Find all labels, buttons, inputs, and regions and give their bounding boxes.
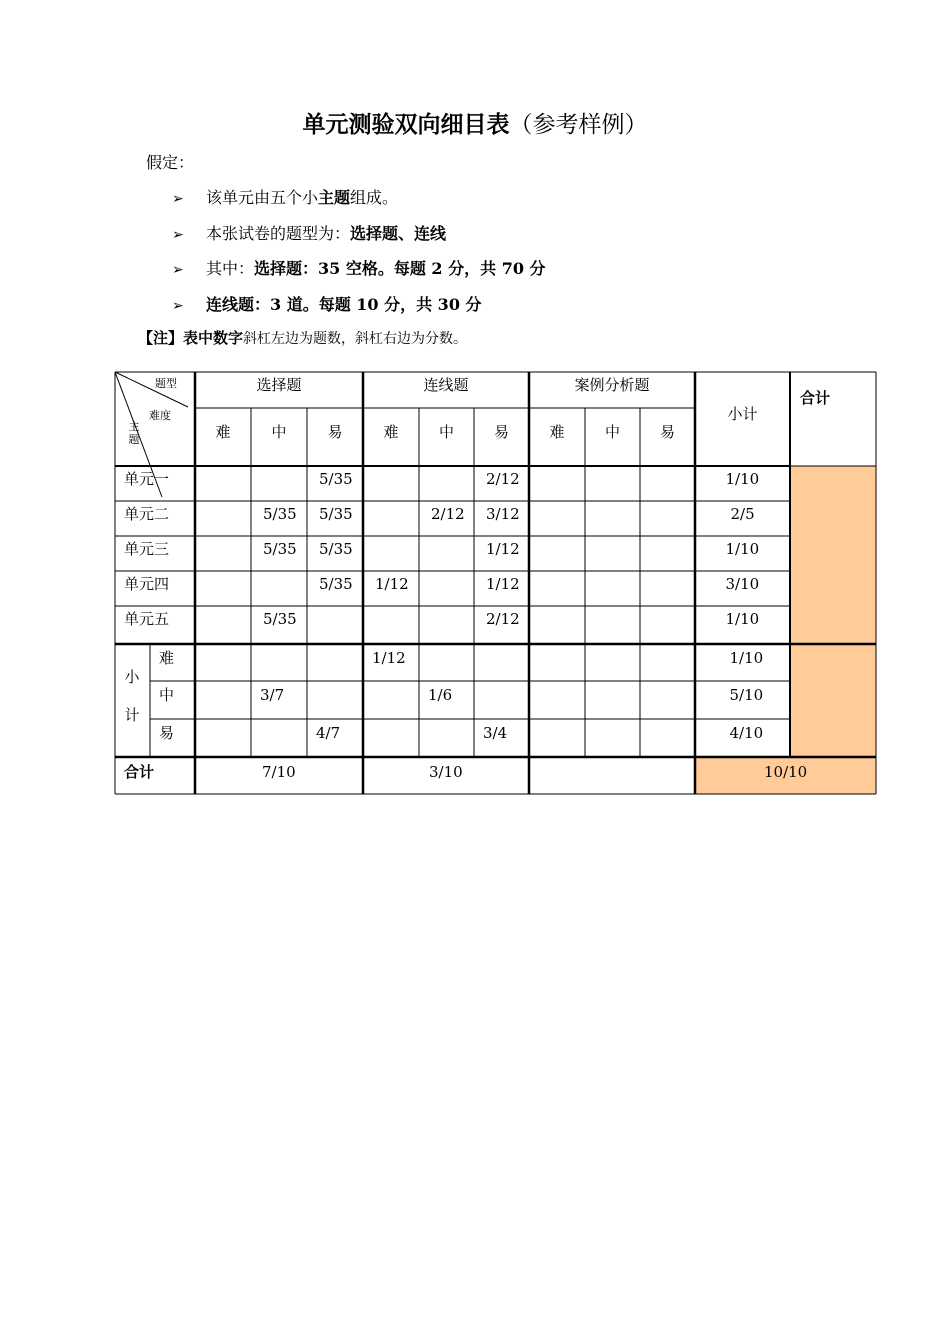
subtotal-level-total: 5/10 <box>729 686 764 704</box>
unit-row-value: 2/12 <box>431 505 465 523</box>
subtotal-value: 1/6 <box>428 686 453 704</box>
unit-row-subtotal: 2/5 <box>730 505 755 523</box>
difficulty-header: 易 <box>327 423 343 441</box>
unit-row-subtotal: 1/10 <box>725 610 760 628</box>
group-header: 案例分析题 <box>574 376 650 394</box>
title-paren: （参考样例） <box>509 112 648 138</box>
unit-row-value: 3/12 <box>486 505 520 523</box>
arrow-bullet-icon: ➢ <box>172 298 184 314</box>
bullet-3: ➢ 其中：选择题：35 空格。每题 2 分，共 70 分 <box>172 259 546 278</box>
unit-row-value: 5/35 <box>263 610 297 628</box>
subtotal-header: 小计 <box>727 405 758 423</box>
difficulty-header: 中 <box>271 423 287 441</box>
subtotal-level-total: 4/10 <box>729 724 764 742</box>
group-total: 3/10 <box>429 763 463 781</box>
subtotal-level-label: 易 <box>159 724 175 742</box>
unit-row-subtotal: 1/10 <box>725 540 760 558</box>
unit-row-value: 5/35 <box>319 505 353 523</box>
difficulty-header: 难 <box>215 423 231 441</box>
corner-topic-label: 主 <box>128 420 140 433</box>
bullet-4: ➢ 连线题：3 道。每题 10 分，共 30 分 <box>172 295 482 314</box>
unit-row-value: 5/35 <box>319 575 353 593</box>
total-header: 合计 <box>800 389 831 407</box>
unit-row-label: 单元五 <box>124 610 170 628</box>
subtotal-level-total: 1/10 <box>729 649 764 667</box>
group-header: 连线题 <box>423 376 469 394</box>
arrow-bullet-icon: ➢ <box>172 262 184 278</box>
subtotal-block-label: 小 <box>124 668 140 686</box>
subtotal-value: 1/12 <box>372 649 406 667</box>
corner-type-label: 题型 <box>155 377 177 390</box>
unit-row-value: 5/35 <box>263 540 297 558</box>
grand-total: 10/10 <box>764 763 808 781</box>
bullet-1: ➢ 该单元由五个小主题组成。 <box>172 188 399 207</box>
unit-row-value: 5/35 <box>263 505 297 523</box>
total-row-label: 合计 <box>124 763 155 781</box>
arrow-bullet-icon: ➢ <box>172 191 184 207</box>
unit-row-value: 2/12 <box>486 610 520 628</box>
difficulty-header: 中 <box>605 423 621 441</box>
unit-row-label: 单元二 <box>124 505 170 523</box>
difficulty-header: 易 <box>494 423 510 441</box>
corner-topic-label: 题 <box>128 433 140 446</box>
difficulty-header: 易 <box>660 423 676 441</box>
difficulty-header: 难 <box>383 423 399 441</box>
subtotal-value: 3/7 <box>260 686 285 704</box>
unit-row-value: 5/35 <box>319 470 353 488</box>
group-total: 7/10 <box>262 763 296 781</box>
title-main: 单元测验双向细目表 <box>302 112 510 138</box>
unit-row-label: 单元三 <box>124 540 170 558</box>
bullet-2: ➢ 本张试卷的题型为：选择题、连线 <box>172 224 447 243</box>
note: 【注】表中数字斜杠左边为题数，斜杠右边为分数。 <box>138 329 468 347</box>
corner-difficulty-label: 难度 <box>149 409 171 422</box>
unit-row-value: 1/12 <box>486 575 520 593</box>
subtotal-level-label: 中 <box>159 686 175 704</box>
unit-row-value: 5/35 <box>319 540 353 558</box>
subtotal-value: 4/7 <box>316 724 341 742</box>
unit-row-value: 1/12 <box>486 540 520 558</box>
unit-row-label: 单元一 <box>124 470 170 488</box>
unit-row-subtotal: 3/10 <box>725 575 760 593</box>
difficulty-header: 难 <box>549 423 565 441</box>
subtotal-value: 3/4 <box>483 724 508 742</box>
group-header: 选择题 <box>256 376 302 394</box>
assume-label: 假定： <box>146 153 195 172</box>
total-column-shade <box>790 466 876 757</box>
unit-row-label: 单元四 <box>124 575 170 593</box>
arrow-bullet-icon: ➢ <box>172 227 184 243</box>
subtotal-block-label: 计 <box>124 706 140 724</box>
difficulty-header: 中 <box>439 423 455 441</box>
unit-row-subtotal: 1/10 <box>725 470 760 488</box>
unit-row-value: 2/12 <box>486 470 520 488</box>
subtotal-level-label: 难 <box>159 649 175 667</box>
unit-row-value: 1/12 <box>375 575 409 593</box>
